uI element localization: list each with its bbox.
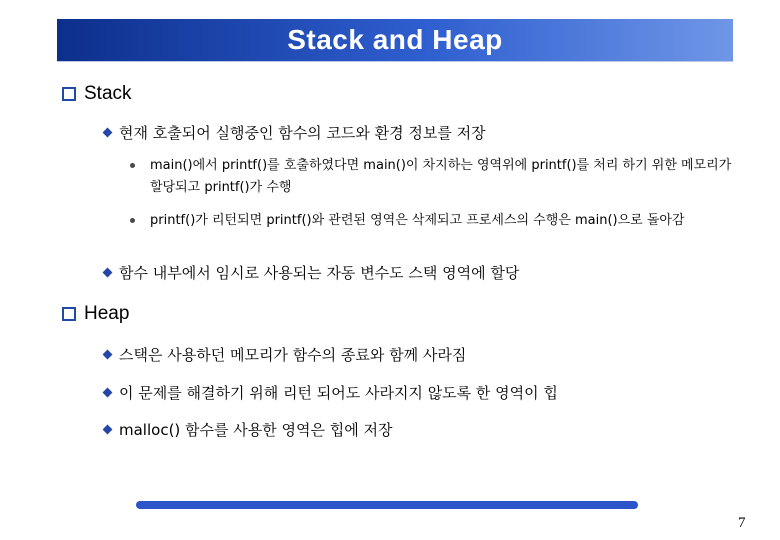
title-bar (57, 19, 733, 62)
sub-bullet-item (130, 210, 740, 232)
sub-bullet-item (130, 155, 740, 199)
bullet-item (104, 262, 519, 283)
sub-bullet-text: printf()가 리턴되면 printf()와 관련된 영역은 삭제되고 프로세스의 수행은 main()으로 돌아감 (150, 213, 685, 228)
bullet-text: 이 문제를 해결하기 위해 리턴 되어도 사라지지 않도록 한 영역이 힙 (119, 384, 558, 402)
footer-bar (136, 501, 638, 509)
checkbox-bullet-icon (62, 87, 76, 101)
diamond-bullet-icon (103, 268, 113, 278)
diamond-bullet-icon (103, 350, 113, 360)
bullet-item (104, 344, 466, 365)
dot-bullet-icon (130, 218, 135, 223)
diamond-bullet-icon (103, 128, 113, 138)
bullet-text: 현재 호출되어 실행중인 함수의 코드와 환경 정보를 저장 (119, 124, 486, 142)
section-heading-text: Heap (84, 303, 130, 324)
sub-bullet-text: main()에서 printf()를 호출하였다면 main()이 차지하는 영역위에 printf()를 처리 하기 위한 메모리가 할당되고 printf()가 수행 (150, 158, 732, 195)
slide-title: Stack and Heap (287, 24, 503, 55)
page-number: 7 (738, 515, 746, 531)
section-heading-stack (62, 83, 132, 105)
diamond-bullet-icon (103, 388, 113, 398)
bullet-text: malloc() 함수를 사용한 영역은 힙에 저장 (119, 421, 393, 439)
dot-bullet-icon (130, 163, 135, 168)
bullet-item (104, 419, 392, 440)
diamond-bullet-icon (103, 425, 113, 435)
bullet-text: 스택은 사용하던 메모리가 함수의 종료와 함께 사라짐 (119, 346, 467, 364)
section-heading-text: Stack (84, 83, 132, 104)
section-heading-heap (62, 303, 129, 325)
bullet-item (104, 382, 558, 403)
bullet-item (104, 122, 486, 143)
bullet-text: 함수 내부에서 임시로 사용되는 자동 변수도 스택 영역에 할당 (119, 264, 520, 282)
checkbox-bullet-icon (62, 307, 76, 321)
